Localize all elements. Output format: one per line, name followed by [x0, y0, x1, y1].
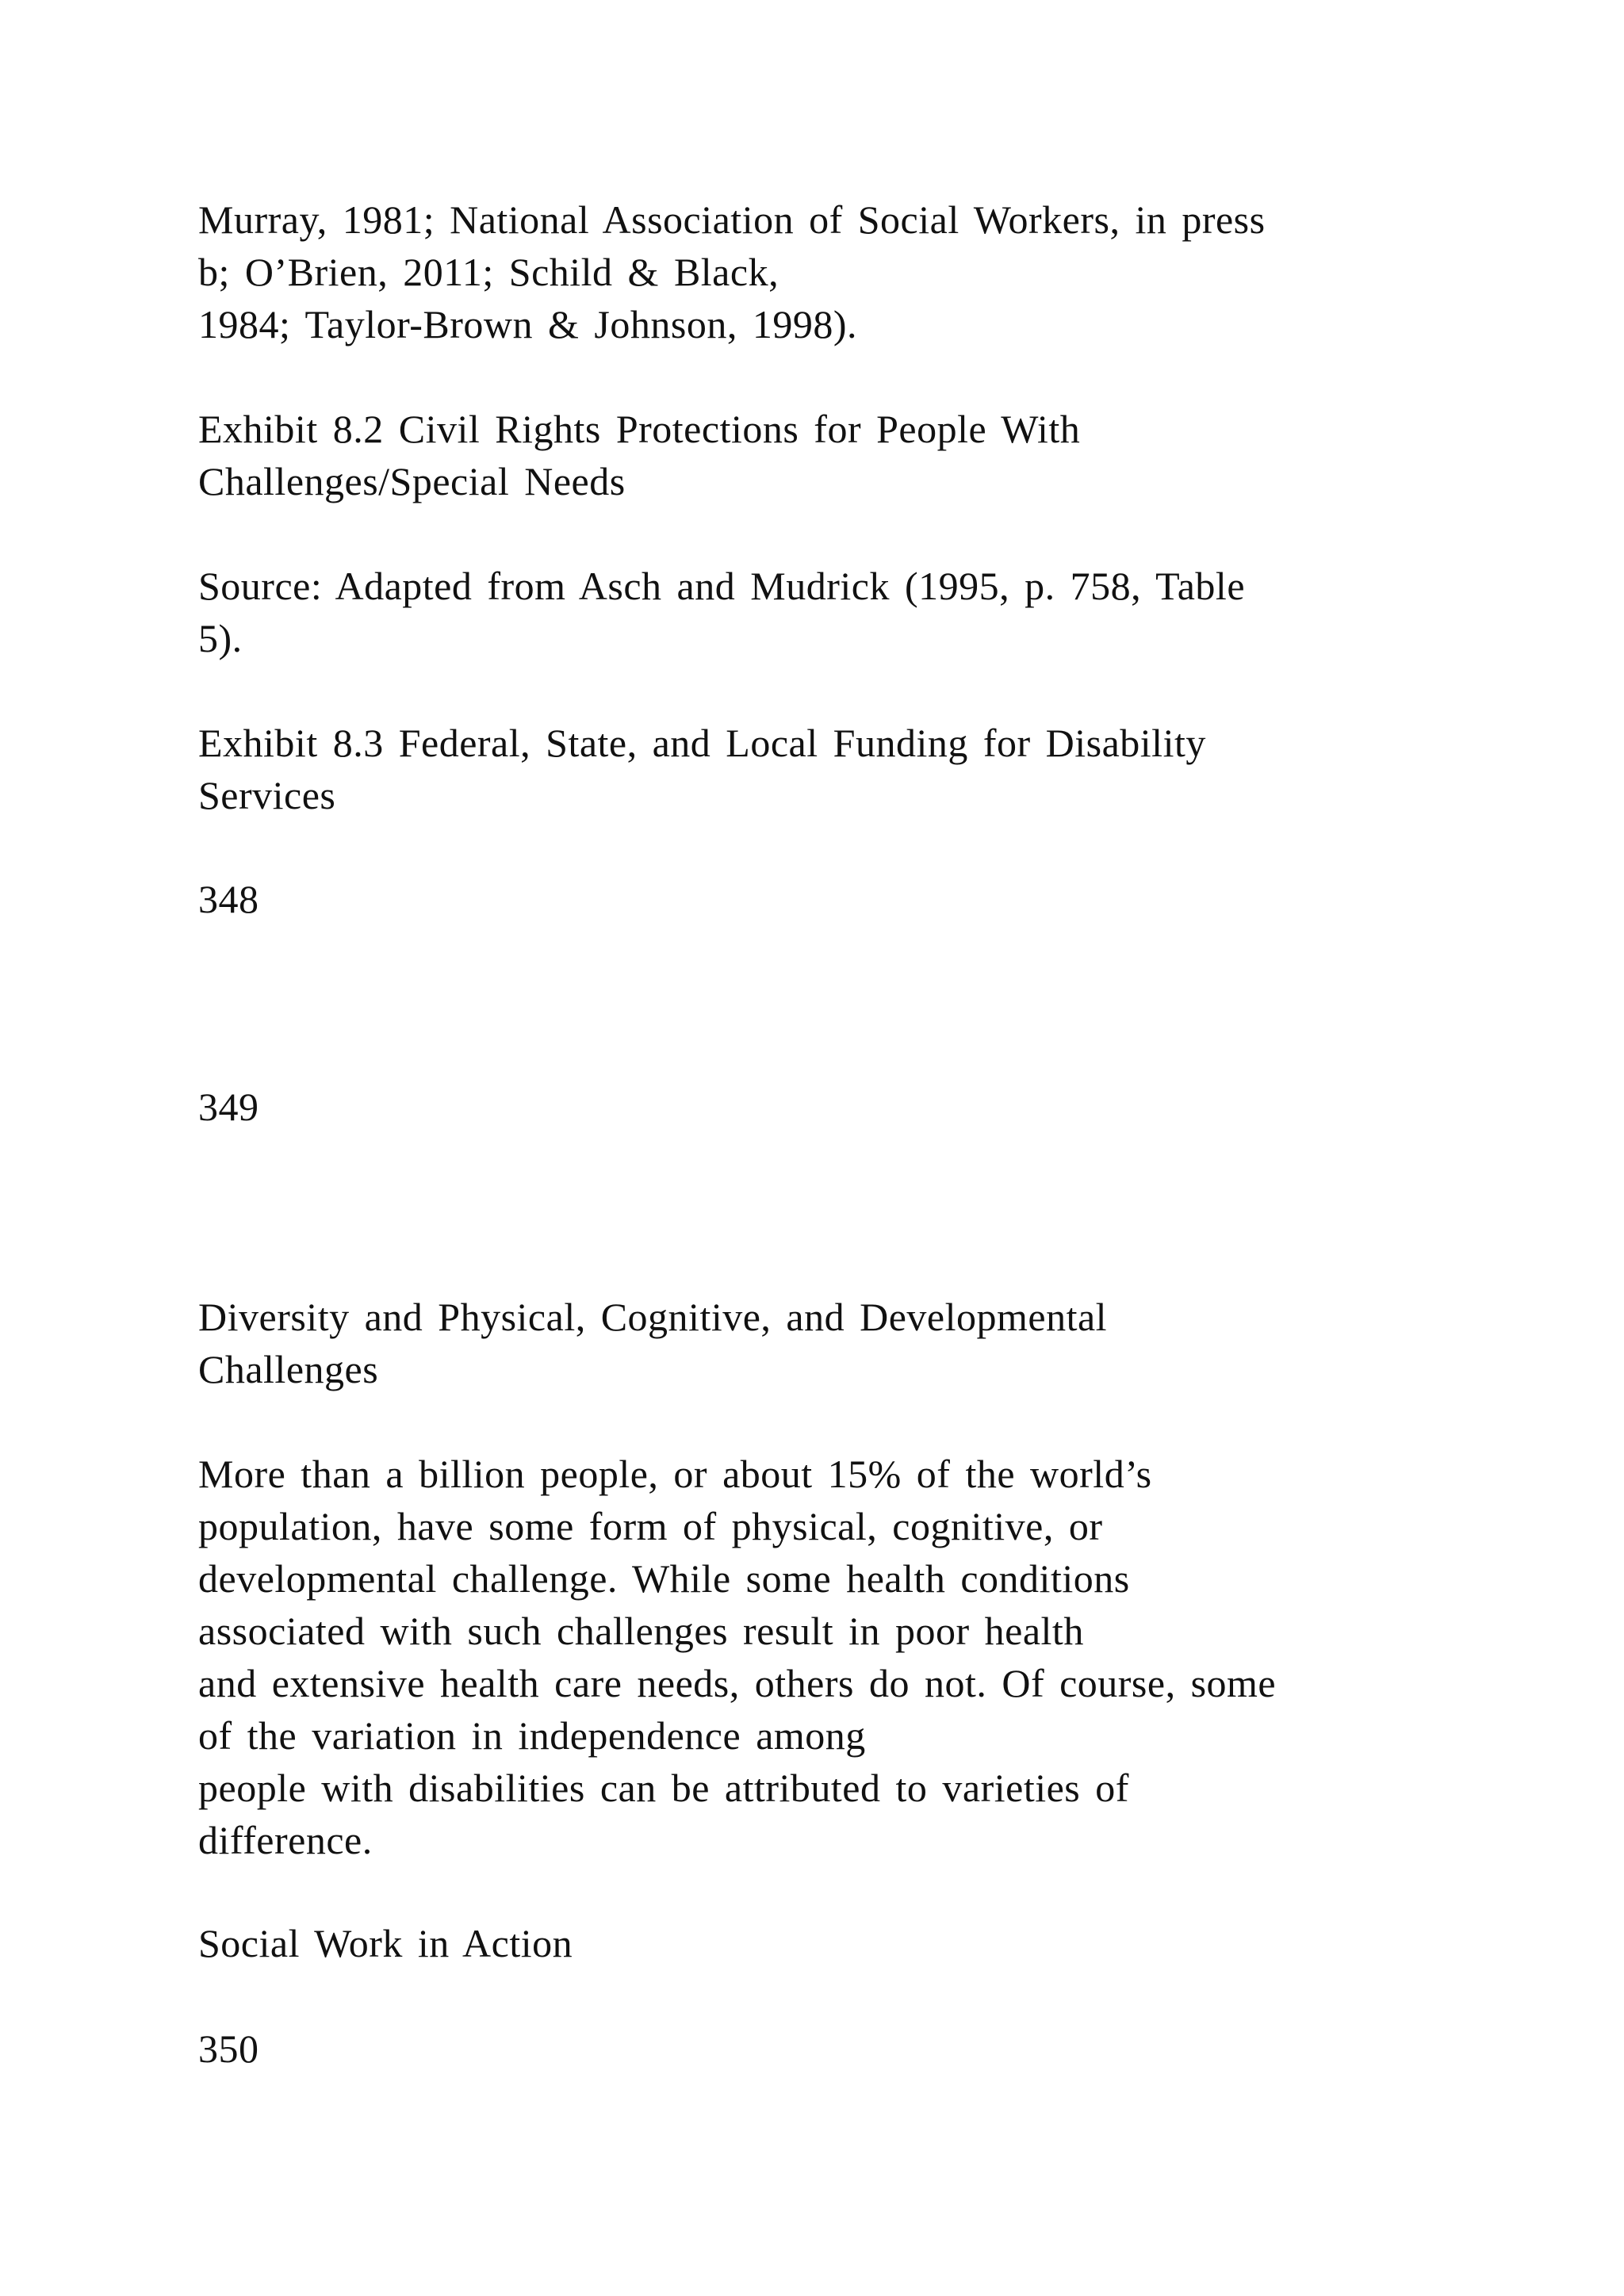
- exhibit-caption-line: Exhibit 8.2 Civil Rights Protections for People With: [198, 407, 1081, 451]
- section-heading-line: Diversity and Physical, Cognitive, and Developmental: [198, 1295, 1108, 1339]
- page-number-348: 348: [198, 877, 259, 921]
- paragraph-line: difference.: [198, 1818, 373, 1862]
- paragraph-line: associated with such challenges result in poor health: [198, 1609, 1084, 1653]
- section-heading-line: Challenges: [198, 1347, 379, 1391]
- source-note: [198, 560, 1507, 664]
- section-heading: [198, 1291, 1507, 1395]
- body-paragraph: [198, 1448, 1507, 1866]
- citation-line: b; O’Brien, 2011; Schild & Black,: [198, 250, 779, 294]
- social-work-heading: Social Work in Action: [198, 1921, 573, 1965]
- citation-line: 1984; Taylor-Brown & Johnson, 1998).: [198, 302, 857, 346]
- citation-block: [198, 193, 1507, 350]
- exhibit-caption-line: Services: [198, 773, 336, 817]
- exhibit-8-2-caption: [198, 403, 1507, 507]
- exhibit-caption-line: Exhibit 8.3 Federal, State, and Local Funding for Disability: [198, 721, 1206, 765]
- exhibit-8-3-caption: [198, 717, 1507, 821]
- citation-line: Murray, 1981; National Association of Social Workers, in press: [198, 197, 1266, 242]
- paragraph-line: More than a billion people, or about 15% of the world’s: [198, 1452, 1152, 1496]
- exhibit-caption-line: Challenges/Special Needs: [198, 459, 626, 503]
- source-note-line: Source: Adapted from Asch and Mudrick (1995, p. 758, Table: [198, 564, 1246, 608]
- page-number-349: 349: [198, 1085, 259, 1129]
- paragraph-line: and extensive health care needs, others do not. Of course, some: [198, 1661, 1277, 1705]
- paragraph-line: developmental challenge. While some health conditions: [198, 1556, 1130, 1601]
- page-number-350: 350: [198, 2026, 259, 2071]
- paragraph-line: population, have some form of physical, cognitive, or: [198, 1504, 1103, 1548]
- paragraph-line: of the variation in independence among: [198, 1713, 866, 1758]
- paragraph-line: people with disabilities can be attributed to varieties of: [198, 1766, 1129, 1810]
- source-note-line: 5).: [198, 616, 243, 660]
